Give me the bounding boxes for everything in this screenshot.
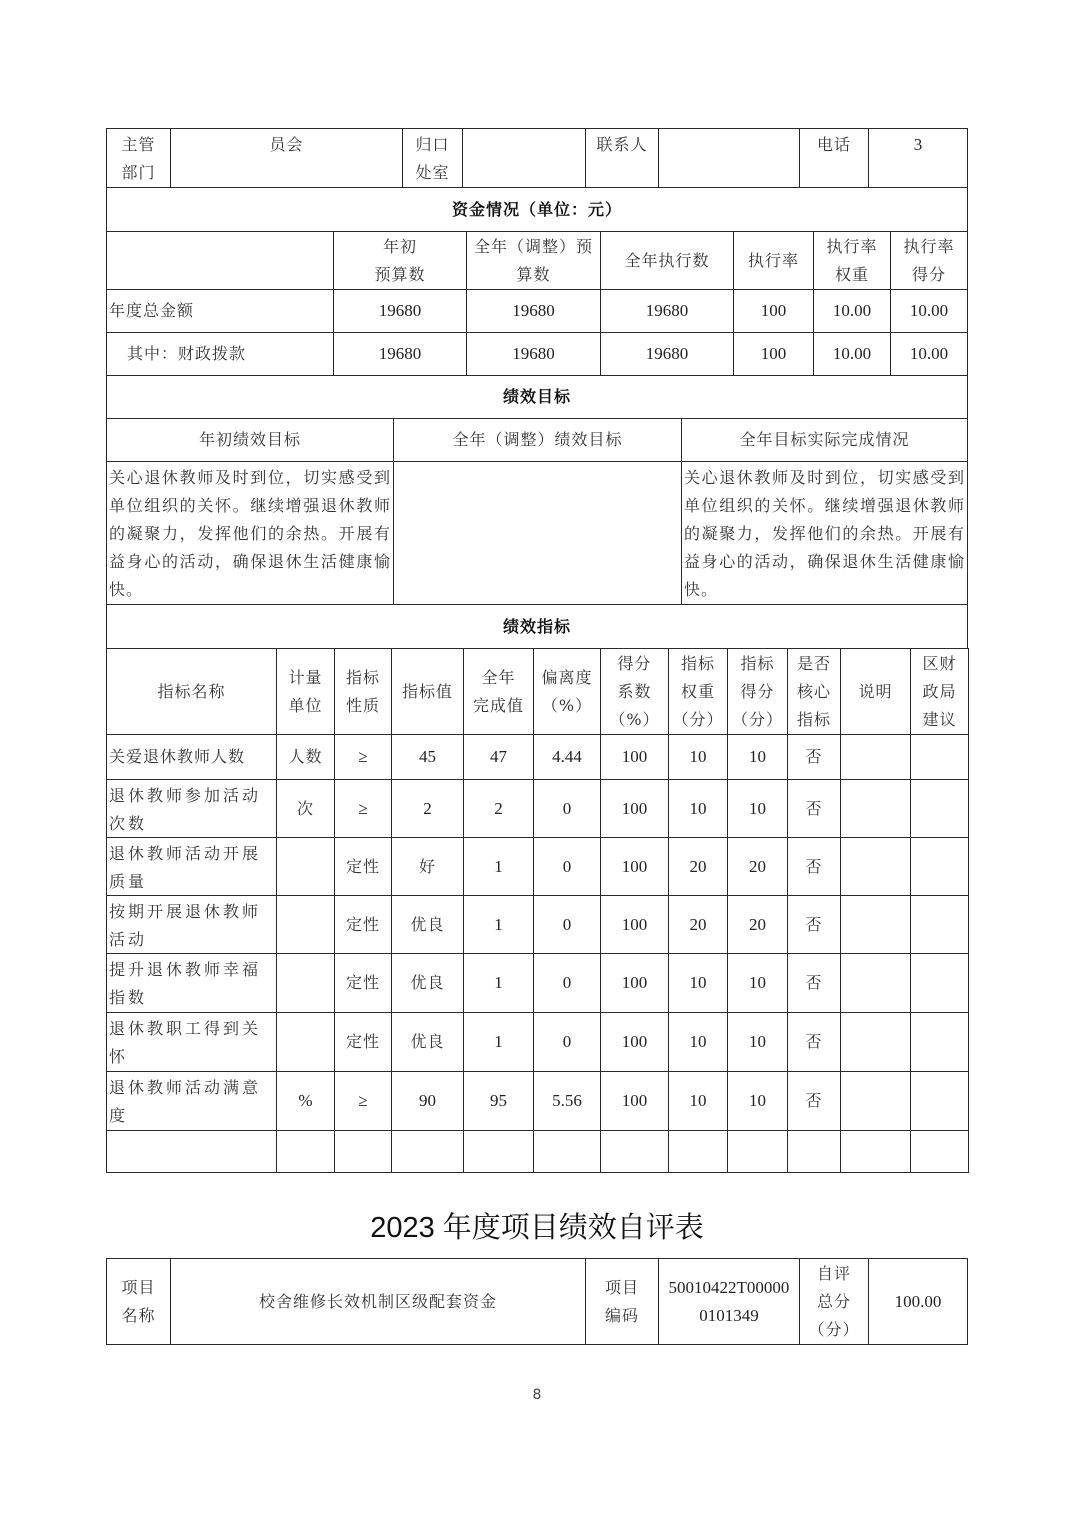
indicator-name: 按期开展退休教师活动 [106, 895, 277, 954]
funding-cell: 10.00 [890, 289, 968, 333]
goals-col-header: 年初绩效目标 [106, 418, 394, 462]
office-label: 归口 处室 [402, 128, 463, 188]
indicator-cell [910, 837, 969, 896]
indicator-cell [910, 1012, 969, 1072]
indicator-cell: 45 [391, 734, 464, 780]
indicator-cell: 20 [668, 837, 728, 896]
indicator-col-header: 得分 系数 （%） [600, 648, 669, 735]
indicator-cell: 0 [533, 1012, 601, 1072]
indicator-cell [910, 895, 969, 954]
indicator-cell [276, 837, 335, 896]
indicator-col-header: 区财 政局 建议 [910, 648, 969, 735]
indicator-cell: 10 [727, 953, 788, 1013]
indicator-empty-cell [840, 1130, 911, 1173]
indicator-cell: 100 [600, 1071, 669, 1131]
goals-col-header: 全年（调整）绩效目标 [393, 418, 682, 462]
funding-cell: 19680 [600, 332, 734, 376]
indicator-col-header: 是否 核心 指标 [787, 648, 841, 735]
indicator-cell: 90 [391, 1071, 464, 1131]
indicator-cell [840, 1071, 911, 1131]
indicator-col-header: 指标值 [391, 648, 464, 735]
indicator-name: 退休教师活动满意度 [106, 1071, 277, 1131]
indicator-cell: 100 [600, 734, 669, 780]
indicator-cell: 2 [463, 779, 534, 838]
phone-label: 电话 [799, 128, 869, 188]
indicator-cell: 100 [600, 779, 669, 838]
indicator-cell: 0 [533, 953, 601, 1013]
indicator-cell: 10 [668, 953, 728, 1013]
form-title: 2023 年度项目绩效自评表 [370, 1212, 704, 1244]
indicator-empty-cell [727, 1130, 788, 1173]
project-name-value: 校舍维修长效机制区级配套资金 [170, 1258, 586, 1345]
funding-col-header [106, 231, 334, 290]
funding-col-header: 执行率 权重 [813, 231, 891, 290]
indicator-cell: 10 [668, 779, 728, 838]
indicators-section-title: 绩效指标 [106, 604, 968, 649]
indicator-cell [276, 1012, 335, 1072]
indicator-cell: ≥ [334, 1071, 392, 1131]
indicator-cell: 100 [600, 895, 669, 954]
indicator-col-header: 偏离度 （%） [533, 648, 601, 735]
indicator-cell: 10 [727, 734, 788, 780]
indicator-cell [910, 779, 969, 838]
indicator-cell: 否 [787, 734, 841, 780]
indicator-cell: 定性 [334, 1012, 392, 1072]
indicator-cell [910, 1071, 969, 1131]
indicator-cell: 定性 [334, 953, 392, 1013]
indicator-empty-cell [334, 1130, 392, 1173]
goals-col-header: 全年目标实际完成情况 [681, 418, 968, 462]
indicator-cell: ≥ [334, 779, 392, 838]
indicator-col-header: 指标 权重 （分） [668, 648, 728, 735]
indicator-col-header: 指标名称 [106, 648, 277, 735]
indicator-cell: 10 [727, 1071, 788, 1131]
dept-label: 主管 部门 [106, 128, 171, 188]
adjusted-goal-text [393, 461, 682, 605]
funding-section-title: 资金情况（单位：元） [106, 187, 968, 232]
indicator-cell: 10 [727, 779, 788, 838]
indicator-name: 退休教职工得到关怀 [106, 1012, 277, 1072]
indicator-empty-cell [910, 1130, 969, 1173]
office-value [462, 128, 586, 188]
indicator-empty-cell [463, 1130, 534, 1173]
funding-cell: 19680 [333, 332, 467, 376]
indicator-cell [840, 779, 911, 838]
indicator-cell: 95 [463, 1071, 534, 1131]
dept-value: 员会 [170, 128, 403, 188]
funding-cell: 100 [733, 332, 814, 376]
indicator-name: 退休教师参加活动次数 [106, 779, 277, 838]
contact-label: 联系人 [585, 128, 659, 188]
indicator-cell: 0 [533, 779, 601, 838]
indicator-cell: 否 [787, 837, 841, 896]
indicator-name: 关爱退休教师人数 [106, 734, 277, 780]
page-number: 8 [532, 1387, 542, 1403]
indicator-empty-cell [787, 1130, 841, 1173]
indicator-cell: 100 [600, 837, 669, 896]
indicator-cell: 10 [668, 734, 728, 780]
funding-cell: 100 [733, 289, 814, 333]
indicator-cell: 100 [600, 953, 669, 1013]
indicator-cell [910, 734, 969, 780]
indicator-cell: ≥ [334, 734, 392, 780]
project-code-value: 50010422T00000 0101349 [658, 1258, 800, 1345]
indicator-cell: 否 [787, 895, 841, 954]
funding-col-header: 执行率 得分 [890, 231, 968, 290]
indicator-cell: 1 [463, 953, 534, 1013]
indicator-cell: 20 [727, 837, 788, 896]
indicator-cell: 否 [787, 1012, 841, 1072]
indicator-cell: 10 [668, 1012, 728, 1072]
indicator-cell: 优良 [391, 895, 464, 954]
indicator-empty-cell [668, 1130, 728, 1173]
indicator-cell: 好 [391, 837, 464, 896]
indicator-cell: 5.56 [533, 1071, 601, 1131]
indicator-cell: 1 [463, 837, 534, 896]
indicator-cell: 1 [463, 1012, 534, 1072]
initial-goal-text: 关心退休教师及时到位，切实感受到单位组织的关怀。继续增强退休教师的凝聚力，发挥他们的余热。开展有益身心的活动，确保退休生活健康愉快。 [106, 461, 394, 605]
indicator-cell: 否 [787, 953, 841, 1013]
funding-cell: 19680 [466, 332, 601, 376]
indicator-cell: 100 [600, 1012, 669, 1072]
funding-cell: 19680 [333, 289, 467, 333]
indicator-cell [840, 953, 911, 1013]
indicator-cell: 10 [727, 1012, 788, 1072]
indicator-cell: 20 [668, 895, 728, 954]
indicator-cell: 4.44 [533, 734, 601, 780]
project-code-label: 项目 编码 [585, 1258, 659, 1345]
total-score-value: 100.00 [868, 1258, 968, 1345]
indicator-col-header: 指标 得分 （分） [727, 648, 788, 735]
indicator-col-header: 指标 性质 [334, 648, 392, 735]
indicator-cell: 优良 [391, 953, 464, 1013]
funding-col-header: 全年（调整）预 算数 [466, 231, 601, 290]
indicator-cell [840, 837, 911, 896]
funding-cell: 19680 [600, 289, 734, 333]
contact-value [658, 128, 800, 188]
funding-cell: 19680 [466, 289, 601, 333]
funding-col-header: 执行率 [733, 231, 814, 290]
funding-cell: 10.00 [890, 332, 968, 376]
indicator-cell: 0 [533, 837, 601, 896]
indicator-cell: 人数 [276, 734, 335, 780]
indicator-empty-cell [600, 1130, 669, 1173]
project-name-label: 项目 名称 [106, 1258, 171, 1345]
indicator-col-header: 说明 [840, 648, 911, 735]
indicator-cell: 1 [463, 895, 534, 954]
indicator-cell: 47 [463, 734, 534, 780]
indicator-cell: 否 [787, 779, 841, 838]
indicator-cell: 优良 [391, 1012, 464, 1072]
indicator-empty-cell [391, 1130, 464, 1173]
actual-completion-text: 关心退休教师及时到位，切实感受到单位组织的关怀。继续增强退休教师的凝聚力，发挥他们的余热。开展有益身心的活动，确保退休生活健康愉快。 [681, 461, 968, 605]
indicator-cell [840, 895, 911, 954]
indicator-cell: 10 [668, 1071, 728, 1131]
phone-value: 3 [868, 128, 968, 188]
funding-cell: 10.00 [813, 332, 891, 376]
indicator-cell: 次 [276, 779, 335, 838]
indicator-cell [910, 953, 969, 1013]
funding-row-label: 年度总金额 [106, 289, 334, 333]
indicator-cell: 20 [727, 895, 788, 954]
goals-section-title: 绩效目标 [106, 375, 968, 419]
indicator-empty-cell [106, 1130, 277, 1173]
indicator-name: 提升退休教师幸福指数 [106, 953, 277, 1013]
indicator-col-header: 计量 单位 [276, 648, 335, 735]
indicator-empty-cell [276, 1130, 335, 1173]
indicator-name: 退休教师活动开展质量 [106, 837, 277, 896]
indicator-cell: 定性 [334, 895, 392, 954]
indicator-cell [276, 953, 335, 1013]
funding-col-header: 年初 预算数 [333, 231, 467, 290]
funding-col-header: 全年执行数 [600, 231, 734, 290]
indicator-cell: 2 [391, 779, 464, 838]
indicator-cell [840, 1012, 911, 1072]
total-score-label: 自评 总分 （分） [799, 1258, 869, 1345]
indicator-cell: 0 [533, 895, 601, 954]
indicator-cell: 定性 [334, 837, 392, 896]
indicator-cell: % [276, 1071, 335, 1131]
funding-cell: 10.00 [813, 289, 891, 333]
indicator-cell: 否 [787, 1071, 841, 1131]
indicator-col-header: 全年 完成值 [463, 648, 534, 735]
indicator-empty-cell [533, 1130, 601, 1173]
indicator-cell [276, 895, 335, 954]
funding-row-label: 其中：财政拨款 [106, 332, 334, 376]
indicator-cell [840, 734, 911, 780]
